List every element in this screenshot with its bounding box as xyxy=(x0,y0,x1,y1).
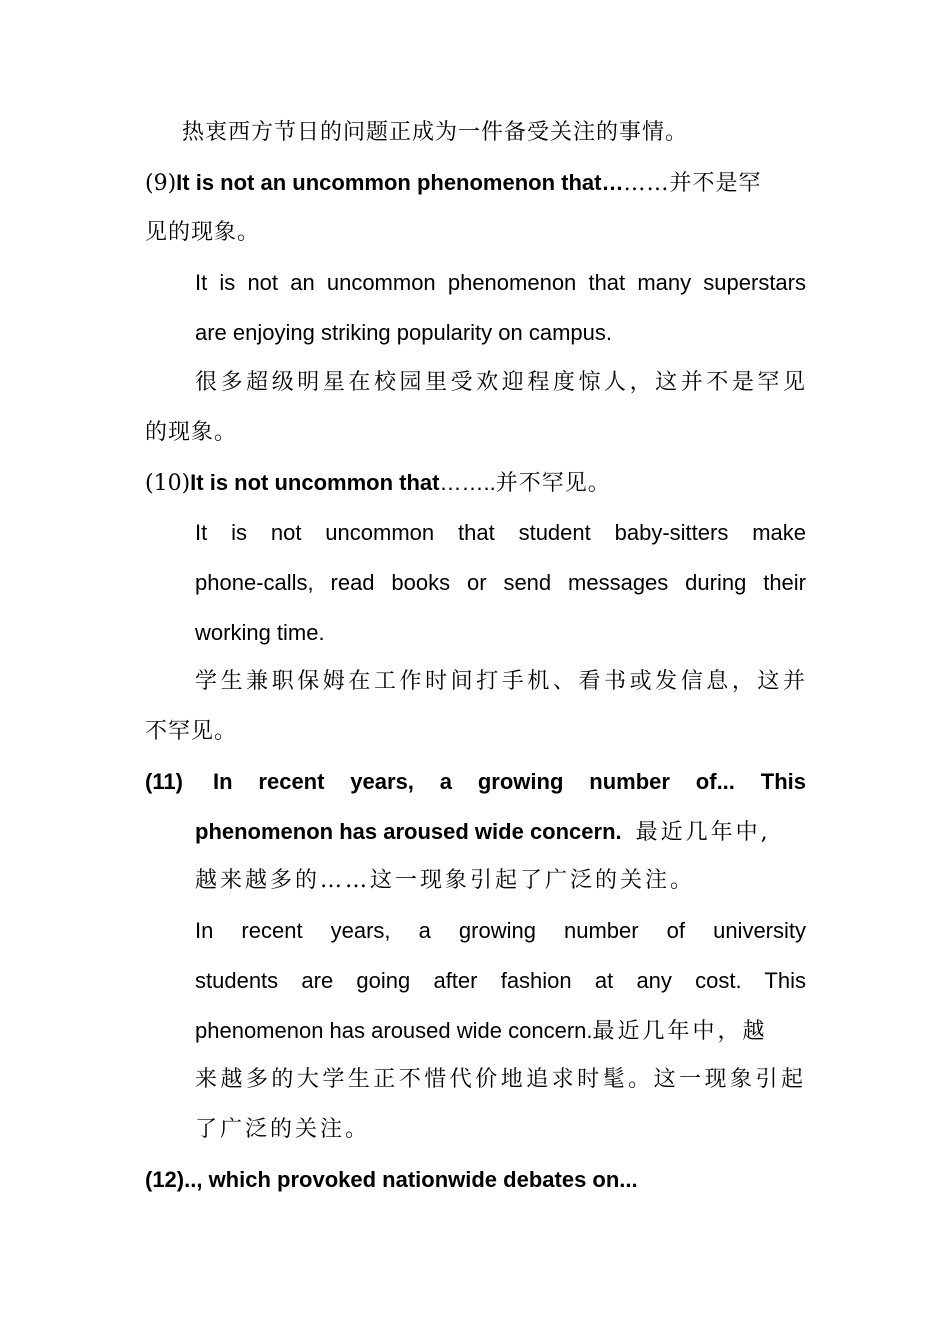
item-number: (11) xyxy=(145,769,183,794)
translation-line: 不罕见。 xyxy=(145,719,238,744)
example-line: It is not uncommon that student baby-sitters make xyxy=(195,520,806,545)
example-line-mixed xyxy=(195,1016,768,1046)
example-line: It is not an uncommon phenomenon that many superstars xyxy=(195,270,806,295)
pattern-text: phenomenon has aroused wide concern. xyxy=(195,819,622,844)
example-line: phone-calls, read books or send messages during their xyxy=(195,570,806,595)
example-text: phenomenon has aroused wide concern. xyxy=(195,1018,593,1043)
item-12-heading: (12).., which provoked nationwide debates on... xyxy=(145,1167,638,1192)
pattern-text: It is not an uncommon phenomenon that… xyxy=(176,170,624,195)
pattern-ellipsis: …….. xyxy=(439,470,496,495)
pattern-translation: ……并不是罕 xyxy=(623,171,762,196)
pattern-translation: 并不罕见。 xyxy=(495,471,611,496)
item-11-heading-cont xyxy=(195,817,771,847)
translation-line: 很多超级明星在校园里受欢迎程度惊人，这并不是罕见 xyxy=(195,370,806,395)
item-11-heading: In recent years, a growing number of... This xyxy=(213,769,806,794)
translation-line: 了广泛的关注。 xyxy=(195,1117,371,1142)
pattern-translation: 最近几年中, xyxy=(635,820,771,845)
pattern-translation: 越来越多的……这一现象引起了广泛的关注。 xyxy=(195,868,696,893)
item-number: (10) xyxy=(145,471,191,496)
item-number: (9) xyxy=(145,171,177,196)
example-line: are enjoying striking popularity on campus. xyxy=(195,320,613,345)
translation-line: 学生兼职保姆在工作时间打手机、看书或发信息，这并 xyxy=(195,669,806,694)
text-line: 热衷西方节日的问题正成为一件备受关注的事情。 xyxy=(182,120,689,145)
example-line: In recent years, a growing number of university xyxy=(195,918,806,943)
item-9-heading xyxy=(145,168,762,198)
pattern-text: It is not uncommon that xyxy=(190,470,440,495)
translation-line: 的现象。 xyxy=(145,420,238,445)
example-line: working time. xyxy=(195,620,325,645)
text-line: 见的现象。 xyxy=(145,220,261,245)
item-10-heading xyxy=(145,468,611,498)
translation-text: 最近几年中，越 xyxy=(592,1019,768,1044)
example-line: students are going after fashion at any cost. This xyxy=(195,968,806,993)
translation-line: 来越多的大学生正不惜代价地追求时髦。这一现象引起 xyxy=(195,1067,806,1092)
